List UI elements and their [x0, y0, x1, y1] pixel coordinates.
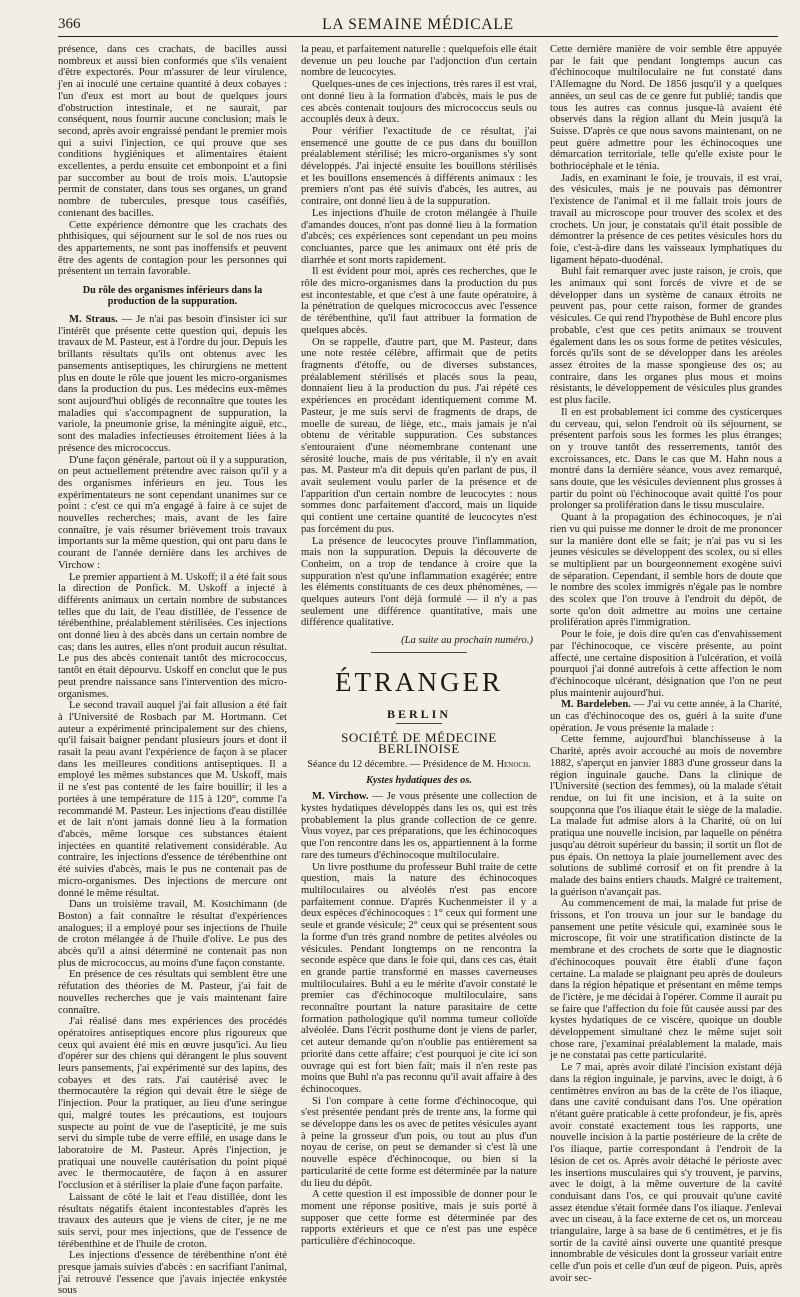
paragraph: Buhl fait remarquer avec juste raison, je crois, que les animaux qui sont forcés de vivre et de se développer dans un système de canaux étroits ne peuvent pas, pour cette raison, former de grandes vésicules. Ce qui rend l'hypothèse de Buhl encore plus probable, c'est que ces petits animaux se trouvent également dans les os sous forme de petites vésicules, forcés qu'ils sont de se développer dans les aréoles assez étroites de la masse spongieuse des os; au contraire, dans les organes plus mous et moins résistants, le développement de vésicules plus grandes est plus facile.	[550, 266, 782, 407]
paragraph	[301, 791, 537, 861]
paragraph: Quant à la propagation des échinocoques, je n'ai rien vu qui puisse me donner le droit de me prononcer sur la manière dont elle se fait; je n'ai pas vu si les jeunes vésicules se développent des scolex, ou si elles se multiplient par un bourgeonnement exogène suivi de séparation. Cependant, il semble hors de doute que le nombre des scolex immigrés n'égale pas le nombre des scolex que l'on trouve à l'endroit du dépôt, de sorte qu'on doit admettre au moins une certaine prolifération après l'immigration.	[550, 512, 782, 629]
paragraph: Un livre posthume du professeur Buhl traite de cette question, mais la nature des échinocoques multiloculaires ou alvéolés n'est pas encore parfaitement connue. D'après Kuchenmeister il y a deux espèces d'échinocoques : 1° ceux qui forment une seule et grande vésicule; 2° ceux qui se présentent sous la forme d'un très grand nombre de petites alvéoles ou vésicules. Pendant longtemps on ne rencontra la seconde espèce que dans le foie qui, dans ces cas, était en grande partie transformé en masses caverneuses multiloculaires. Buhl a eu le mérite d'avoir constaté le premier cas d'échinocoque multiloculaire, sans reconnaître pourtant la nature parasitaire de cette formation pathologique qu'il nomma tumeur colloïde alvéolée. Dans l'écrit posthume dont je viens de parler, cet auteur demande qu'on n'oublie pas entièrement sa priorité dans cette affaire; c'est pourquoi je cite ici son ouvrage qui est fort bien fait; mais il n'en reste pas moins que Buhl n'a pas reconnu qu'il avait affaire à des échinocoques.	[301, 861, 537, 1095]
speaker-name: M. Bardeleben.	[561, 699, 631, 711]
paragraph: Il en est probablement ici comme des cysticerques du cerveau, qui, selon l'endroit où ils séjournent, se présentent parfois sous les formes les plus étranges; on y trouve tantôt des resserrements, tantôt des excroissances, etc. Dans le cas que M. Hahn nous a montré dans la dernière séance, vous avez remarqué, sans doute, que les vésicules deviennent plus grosses à partir du point où l'échinocoque avait quitté l'os pour prolonger sa prolifération dans le tissu musculaire.	[550, 406, 782, 512]
section-heading: Du rôle des organismes inférieurs dans la production de la suppuration.	[82, 285, 263, 308]
paragraph: Si l'on compare à cette forme d'échinocoque, qui s'est présentée pendant près de trente ans, la forme qui se développe dans les os avec de petites vésicules ayant à peine la grosseur d'un pois, ou tout au plus d'un noyau de cerise, on peut se demander si c'est là une nouvelle espèce d'échinocoque, ou bien si la particularité de cette forme est déterminée par la nature du lieu du dépôt.	[301, 1095, 537, 1189]
city-heading: BERLIN	[386, 706, 451, 721]
paragraph: La présence de leucocytes prouve l'inflammation, mais non la suppuration. Depuis la découverte de Conheim, on a trop de tendance à croire que la suppuration n'est qu'une inflammation exagérée; entre les éléments constituants de ces deux phénomènes, — quelques auteurs l'ont déjà formulé — il n'y a pas seulement une différence quantitative, mais une différence qualitative.	[301, 535, 537, 629]
paragraph: la peau, et parfaitement naturelle : quelquefois elle était devenue un peu louche par l'adjonction d'un certain nombre de leucocytes.	[301, 44, 537, 79]
paragraph: En présence de ces résultats qui semblent être une réfutation des théories de M. Pasteur, j'ai fait de nouvelles recherches que je vais maintenant faire connaître.	[58, 969, 287, 1016]
paragraph: Le 7 mai, après avoir dilaté l'incision existant déjà dans la région inguinale, je parvins, avec le doigt, à 6 centimètres environ au bas de la crête de l'os iliaque, dans une cavité conduisant dans l'os. Une opération n'étant guère praticable à cette profondeur, je fis, après avoir constaté exactement tous les rapports, une nouvelle incision à la partie postérieure de la crête de l'os iliaque, partie correspondant à l'endroit de la lésion de cet os. Après avoir détaché le périoste avec les insertions musculaires qui s'y trouvent, je parvins, avec le doigt, à la même ouverture de la cavité conduisant dans l'os, ce qui prouvait qu'une cavité assez étendue s'était formée dans l'os iliaque. J'enlevai avec un ciseau, à la face externe de cet os, un morceau triangulaire, large à sa base de 6 centimètres, et je fis sortir de la cavité ainsi ouverte une quantité presque innombrable de vésicules dont la grosseur variait entre celle d'un pois et celle d'un œuf de pigeon. Puis, après avoir sec-	[550, 1062, 782, 1284]
paragraph: présence, dans ces crachats, de bacilles aussi nombreux et aussi bien conformés que s'ils venaient d'être expectorés. Pour m'assurer de leur virulence, j'en ai inoculé une certaine quantité à deux cobayes : l'un d'eux est mort au bout de quelques jours d'obstruction intestinale, et ne saurait, par conséquent, nous fournir aucune conclusion; mais le second, après avoir engraissé pendant le premier mois qui a suivi l'injection, ce qui prouve que ses conditions hygiéniques et alimentaires étaient excellentes, a perdu ensuite cet embonpoint et a fini par succomber au bout de trois mois. L'autopsie permit de constater, dans tous ses organes, un grand nombre de tubercules, presque tous caséifiés, contenant des bacilles.	[58, 44, 287, 219]
divider	[371, 652, 467, 653]
section-title-etranger: ÉTRANGER	[335, 666, 503, 697]
paragraph-text: — Je n'ai pas besoin d'insister ici sur l'intérêt que présente cette question qui, depuis les travaux de M. Pasteur, est à l'ordre du jour. Depuis les brillants résultats qu'ils ont obtenus avec les pansements antiseptiques, les chirurgiens ne mettent plus en doute le rôle que jouent les micro-organismes dans la production du pus. Les médecins eux-mêmes sont aujourd'hui obligés de reconnaître que toutes les maladies qui s'accompagnent de suppuration, la variole, la pneumonie grise, la méningite aiguë, etc., sont des maladies infectieuses étroitement liées à la présence des micrococcus.	[58, 314, 287, 454]
paragraph: Cette femme, aujourd'hui blanchisseuse à la Charité, après avoir accouché au mois de novembre 1882, s'aperçut en janvier 1883 d'une grosseur dans la région inguinale gauche. Dans la clinique de l'Université (section des femmes), où la malade s'était rendue, on lui fit une incision, et à la suite on soupçonna que l'os iliaque était le siège de la maladie. La malade fut admise alors à la Charité, où on lui pratiqua une nouvelle incision, par laquelle on pénétra jusqu'au détroit supérieur du bassin; il sortit un flot de pus épais. On nettoya la plaie journellement avec des solutions de sublimé corrosif et on fit prendre à la malade des bains entiers chauds. Malgré ce traitement, la guérison n'avançait pas.	[550, 734, 782, 898]
session-text: Séance du 12 décembre. — Présidence de M.	[307, 758, 494, 770]
page-number: 366	[58, 16, 81, 32]
journal-title: LA SEMAINE MÉDICALE	[322, 16, 514, 33]
paragraph: Dans un troisième travail, M. Kostchimann (de Boston) a fait connaître le résultat d'expériences analogues; il a employé pour ses injections de l'huile de croton mélangée à de l'huile d'olive. Le pus des abcès qu'il a ainsi déterminé ne contenait pas non plus de micrococcus, au moins d'une façon constante.	[58, 899, 287, 969]
page-header	[58, 14, 778, 37]
column-middle	[301, 44, 537, 1248]
paragraph: On se rappelle, d'autre part, que M. Pasteur, dans une note restée célèbre, affirmait que de petits fragments d'étoffe, ou de diverses substances, préalablement stérilisés et placés sous la peau, donnaient lieu à la production du pus. J'ai répété ces expériences en procédant identiquement comme M. Pasteur, je me suis servi de fragments de draps, de moelle de sureau, de liège, etc., mais jamais je n'ai obtenu de véritable suppuration. Ces substances s'entouraient d'une néomembrane contenant une sérosité louche, mais de pus véritable, il n'y en avait pas. M. Pasteur m'a dit depuis qu'en parlant de pus, il avait seulement voulu parler de la présence et de l'apparition d'un certain nombre de leucocytes : nous sommes donc parfaitement d'accord, mais un liquide qui contient une certaine quantité de leucocytes n'est pas forcément du pus.	[301, 336, 537, 535]
paragraph	[550, 699, 782, 734]
paragraph: Pour le foie, je dois dire qu'en cas d'envahissement par l'échinocoque, ce viscère présente, au point affecté, une certaine disposition à l'ulcération, et voilà pourquoi j'ai donné autrefois à cette affection le nom d'échinocoque ulcérant, désignation que l'on ne peut plus maintenir aujourd'hui.	[550, 629, 782, 699]
paragraph: Les injections d'huile de croton mélangée à l'huile d'amandes douces, n'ont pas donné lieu à la formation d'abcès; ces expériences sont cependant un peu moins concluantes, parce que les animaux ont été pris de diarrhée et sont morts rapidement.	[301, 207, 537, 266]
paragraph: Il est évident pour moi, après ces recherches, que le rôle des micro-organismes dans la production du pus est incontestable, et que c'est à une faute opératoire, à la pénétration de quelques micrococcus avec l'essence de térébenthine, qu'il faut attribuer la formation de quelques abcès.	[301, 266, 537, 336]
topic-heading: Kystes hydatiques des os.	[366, 774, 472, 786]
paragraph: Quelques-unes de ces injections, très rares il est vrai, ont donné lieu à la formation d'abcès, mais le pus de ces abcès contenait toujours des micrococcus seuls ou accouplés deux à deux.	[301, 79, 537, 126]
continued-note: (La suite au prochain numéro.)	[401, 635, 533, 647]
paragraph	[58, 314, 287, 454]
paragraph: Le premier appartient à M. Uskoff; il a été fait sous la direction de Ponfick. M. Uskoff a injecté à différents animaux un certain nombre de substances telles que du lait, de l'eau distillée, de l'essence de térébenthine, préalablement stérilisées. Ces injections ont donné lieu à des abcès dans un certain nombre de cas; dans les autres, elles n'ont produit aucun résultat. Le pus des abcès contenait tantôt des micrococcus, tantôt en était dépourvu. Uskoff en conclut que le pus peut prendre naissance sans l'intervention des micro-organismes.	[58, 571, 287, 700]
society-heading: SOCIÉTÉ DE MÉDECINE BERLINOISE	[341, 729, 497, 757]
paragraph: Cette dernière manière de voir semble être appuyée par le fait que pendant longtemps aucun cas d'échinocoque multiloculaire ne fut constaté dans l'Allemagne du Nord. De 1856 jusqu'il y a quelques années, un seul cas de ce genre fut publié; tandis que tous les autres cas connus jusque-là avaient été observés dans la région allant du Mein jusqu'à la Suisse. D'après ce que nous savons maintenant, on ne peut guère admettre pour les échinocoques une démarcation territoriale, telle qu'elle existe pour le bothriocéphale et le ténia.	[550, 44, 782, 173]
speaker-name: M. Virchow.	[312, 791, 369, 803]
paragraph: Laissant de côté le lait et l'eau distillée, dont les résultats négatifs étaient incontestables d'après les travaux des auteurs que je viens de citer, je ne me suis servi, pour mes injections, que de l'essence de térébenthine et de l'huile de croton.	[58, 1191, 287, 1250]
paragraph: Les injections d'essence de térébenthine n'ont été presque jamais suivies d'abcès : en sacrifiant l'animal, j'ai retrouvé l'essence que j'avais injectée enkystée sous	[58, 1250, 287, 1297]
paragraph-text: — J'ai vu cette année, à la Charité, un cas d'échinocoque des os, guéri à la suite d'une opération. Je vous présente la malade :	[550, 699, 782, 734]
paragraph-text: — Je vous présente une collection de kystes hydatiques développés dans les os, qui est très probablement la plus grande collection de ce genre. Vous voyez, par ces préparations, que les échinocoques que l'on rencontre dans les os, appartiennent à la forme rare des tumeurs d'échinocoque multiloculaire.	[301, 791, 537, 861]
paragraph: D'une façon générale, partout où il y a suppuration, on peut actuellement prétendre avec raison qu'il y a des organismes inférieurs en jeu. Tous les expérimentateurs ne sont cependant unanimes sur ce point : c'est ce qui m'a engagé à faire à ce sujet de nouvelles recherches; mais, avant de les faire connaître, je vais résumer brièvement trois travaux importants sur la même question, qui ont paru dans le courant de l'année dernière dans les archives de Virchow :	[58, 454, 287, 571]
column-right	[550, 44, 782, 1284]
paragraph: Cette expérience démontre que les crachats des phthisiques, qui séjournent sur le sol de nos rues ou des appartements, ne sont pas inoffensifs et peuvent être des agents de contagion pour les personnes qui présentent un terrain favorable.	[58, 219, 287, 278]
session-line	[301, 759, 537, 771]
paragraph: Au commencement de mai, la malade fut prise de frissons, et l'on trouva un jour sur le bandage du pansement une petite vésicule qui, examinée sous le microscope, fit voir une stratification distincte de la membrane et des crochets de sorte que le diagnostic d'échinocoques pouvait être établi d'une façon certaine. La malade se plaignant peu après de douleurs dans la région hépatique et présentant en même temps de l'ictère, je me décidai à l'opérer. Comme il aurait pu se faire que l'affection du foie fût causée aussi par des kystes hydatiques de ce viscère, quoique un double développement simultané chez le même sujet soit chose rare, j'examinai préalablement la malade, mais je ne constatai pas cette particularité.	[550, 898, 782, 1062]
paragraph: Pour vérifier l'exactitude de ce résultat, j'ai ensemencé une goutte de ce pus dans du bouillon préalablement stérilisé; les micro-organismes s'y sont développés. J'ai injecté ensuite les bouillons stérilisés et les bouillons ensemencés à différents animaux : les premiers n'ont pas été suivis d'abcès, les autres, au contraire, ont donné lieu à de la suppuration.	[301, 125, 537, 208]
speaker-name: M. Straus.	[69, 314, 118, 326]
column-left	[58, 44, 287, 1297]
president-name: Henoch.	[496, 758, 531, 770]
paragraph: Jadis, en examinant le foie, je trouvais, il est vrai, des vésicules, mais je ne pouvais pas démontrer l'existence de l'animal et il me fallait trois jours de travail au microscope pour trouver des scolex et des crochets. Un jour, je constatais qu'il était possible de démontrer la présence de ces petites vésicules hors du foie, c'est-à-dire dans les vaisseaux lymphatiques du ligament hépato-duodénal.	[550, 172, 782, 266]
divider	[396, 723, 442, 724]
paragraph: Le second travail auquel j'ai fait allusion a été fait à l'Université de Rosbach par M. Hortmann. Cet auteur a expérimenté principalement sur des chiens, qu'il faisait baigner pendant plusieurs jours et dont il rasait la peau avant l'expérience de façon à se placer dans les meilleures conditions antiseptiques. Il a employé les mêmes substances que M. Uskoff, mais il ne s'est pas contenté de les faire bouillir; il les a portées à une température de 115 à 120°, comme l'a recommandé M. Pasteur. Les injections d'eau distillée et de lait n'ont jamais donné lieu à la formation d'abcès, même lorsque ces substances étaient injectées en quantité relativement considérable. Au contraire, les injections d'essence de térébenthine ont été suivies d'abcès, mais le pus ne contenait pas de micro-organismes. Des injections de mercure ont donné le même résultat.	[58, 700, 287, 899]
paragraph: A cette question il est impossible de donner pour le moment une réponse positive, mais je suis porté à supposer que cette forme est déterminée par des rapports extérieurs et que ce n'est pas une espèce particulière d'échinocoque.	[301, 1189, 537, 1248]
paragraph: J'ai réalisé dans mes expériences des procédés opératoires antiseptiques encore plus rigoureux que ceux qui avaient été mis en œuvre jusqu'ici. Au lieu d'opérer sur des chiens qui dérangent le plus souvent leurs pansements, j'ai expérimenté sur des lapins, des cobayes et des rats. J'ai cautérisé avec le thermocautère la région qui devait être le siège de l'injection. Pour la pratiquer, au lieu d'une seringue qui, malgré toutes les précautions, est toujours suspecte au point de vue de l'asepticité, je me suis servi du simple tube de verre effilé, en usage dans le laboratoire de M. Pasteur. Après l'injection, je pratiquai une nouvelle cautérisation du point piqué avec le thermocautère, de façon à en assurer l'occlusion et à stériliser la plaie d'une façon parfaite.	[58, 1016, 287, 1192]
